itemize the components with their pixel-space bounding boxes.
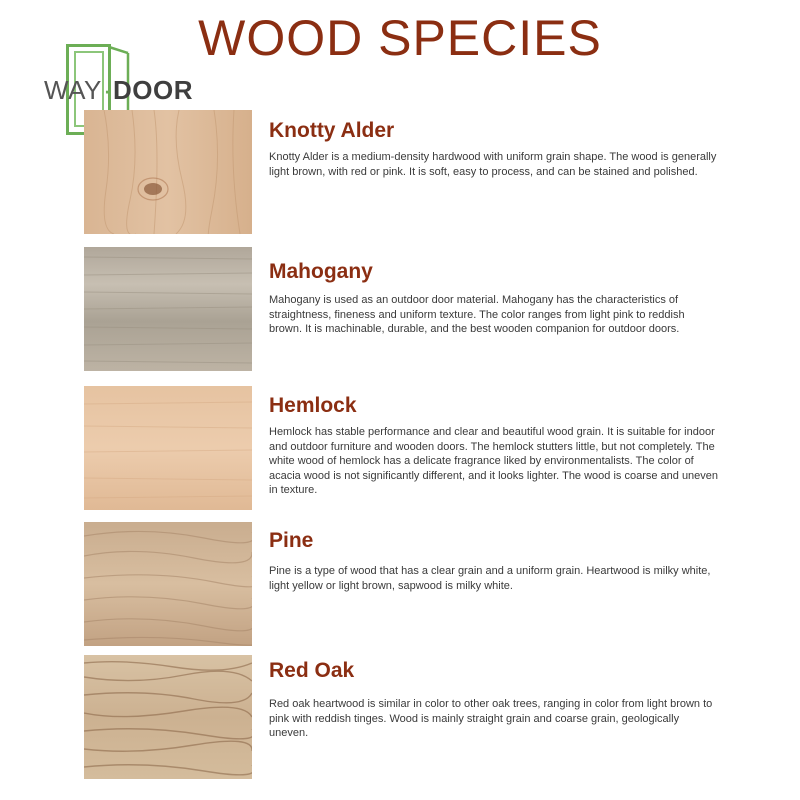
logo-text-way: WAY	[44, 75, 102, 105]
species-description: Mahogany is used as an outdoor door material. Mahogany has the characteristics of straightness, fineness and uniform texture. The color ranges from light pink to reddish brown. It is machinable, durable, and the best wooden companion for outdoor doors.	[269, 294, 685, 335]
species-description: Knotty Alder is a medium-density hardwood with uniform grain shape. The wood is generally light brown, with red or pink. It is soft, easy to process, and can be stained and polished.	[269, 151, 717, 178]
page-title: WOOD SPECIES	[198, 10, 602, 66]
species-description: Hemlock has stable performance and clear and beautiful wood grain. It is suitable for indoor and outdoor furniture and wooden doors. The hemlock stutters little, but not completely. The white wood of hemlock has a delicate fragrance liked by environmentalists. The color of acacia wood is not significantly different, and it looks lighter. The wood is coarse and uneven in texture.	[269, 426, 719, 496]
species-name: Mahogany	[269, 260, 373, 283]
species-name: Red Oak	[269, 659, 355, 682]
logo-separator: ·	[102, 75, 113, 105]
species-name: Pine	[269, 529, 314, 552]
species-description: Pine is a type of wood that has a clear grain and a uniform grain. Heartwood is milky white, light yellow or light brown, sapwood is milky white.	[269, 565, 711, 592]
hemlock-wood-swatch	[84, 386, 252, 510]
logo-wordmark	[44, 75, 193, 105]
mahogany-wood-swatch	[84, 247, 252, 371]
species-name: Hemlock	[269, 394, 357, 417]
species-name: Knotty Alder	[269, 119, 395, 142]
logo-text-door: DOOR	[113, 75, 194, 105]
knotty-alder-wood-swatch	[84, 110, 252, 234]
red-oak-wood-swatch	[84, 655, 252, 779]
species-description: Red oak heartwood is similar in color to other oak trees, ranging in color from light brown to pink with reddish tinges. Wood is mainly straight grain and coarse grain, geologically uneven.	[269, 698, 713, 739]
pine-wood-swatch	[84, 522, 252, 646]
